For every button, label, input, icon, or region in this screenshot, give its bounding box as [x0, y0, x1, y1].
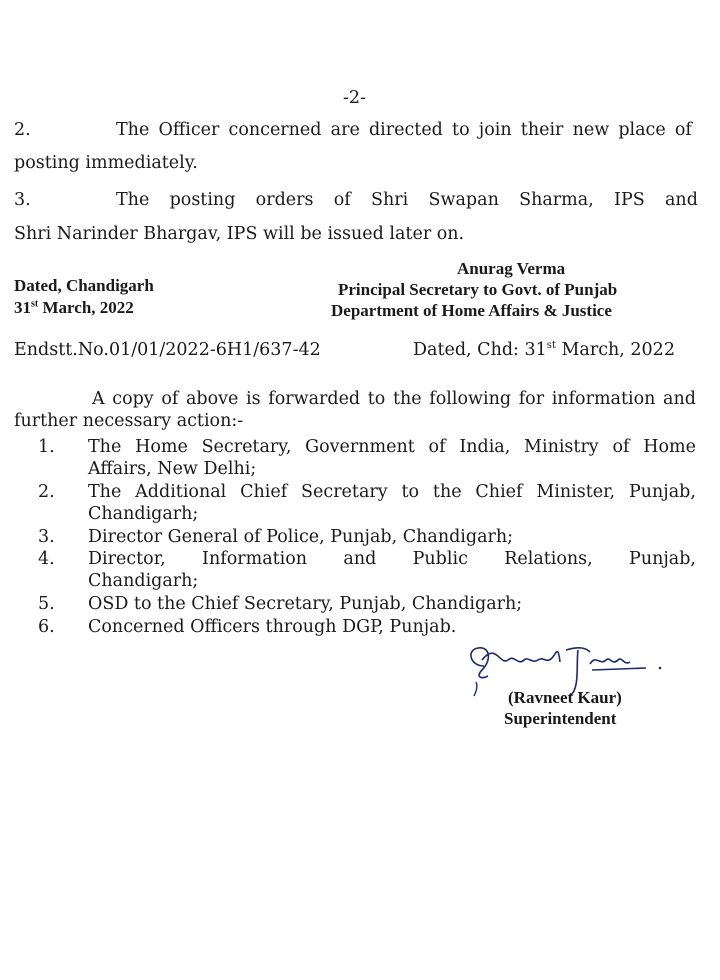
signature-designation: Superintendent [504, 709, 617, 728]
list-item-3-line1: Director General of Police, Punjab, Chandigarh; [88, 527, 514, 547]
list-item-number: 6. [38, 617, 55, 637]
list-item-number: 1. [38, 437, 55, 457]
signatory-department: Department of Home Affairs & Justice [331, 301, 612, 320]
page-number: -2- [343, 88, 366, 108]
word: Home [135, 437, 188, 457]
list-item-2-line2: Chandigarh; [88, 504, 199, 524]
word: The [88, 437, 122, 457]
signatory-designation: Principal Secretary to Govt. of Punjab [338, 280, 618, 299]
word: Chief [475, 482, 523, 502]
word: Government [305, 437, 415, 457]
paragraph-2-number: 2. [14, 120, 31, 140]
word: information [551, 389, 656, 409]
word: above [185, 389, 239, 409]
paragraph-3-line2: Shri Narinder Bhargav, IPS will be issued later on. [14, 224, 465, 244]
word: Officer [158, 120, 220, 140]
endorsement-date: Dated, Chd: 31st March, 2022 [413, 340, 675, 360]
list-item-number: 2. [38, 482, 55, 502]
word: copy [112, 389, 154, 409]
word: Public [412, 549, 468, 569]
list-item-4-line2: Chandigarh; [88, 571, 199, 591]
word: The [88, 482, 122, 502]
word: of [333, 190, 351, 210]
copy-intro-line2: further necessary action:- [14, 411, 244, 431]
word: of [612, 437, 630, 457]
list-item-2-line1 [88, 482, 696, 502]
word: Shri [371, 190, 409, 210]
word: forwarded [268, 389, 361, 409]
word: posting [169, 190, 236, 210]
word: Director, [88, 549, 166, 569]
paragraph-3-number: 3. [14, 190, 31, 210]
word: join [478, 120, 512, 140]
word: place [618, 120, 666, 140]
list-item-4-line1 [88, 549, 696, 569]
word: to [452, 120, 470, 140]
word: are [330, 120, 360, 140]
word: their [520, 120, 564, 140]
word: the [392, 389, 422, 409]
list-item-6-line1: Concerned Officers through DGP, Punjab. [88, 617, 457, 637]
word: to [367, 389, 386, 409]
word: of [674, 120, 692, 140]
word: directed [368, 120, 443, 140]
word: the [432, 482, 462, 502]
word: Relations, [504, 549, 593, 569]
word: of [428, 437, 446, 457]
signatory-name: Anurag Verma [457, 259, 566, 278]
word: A [92, 389, 105, 409]
word: Secretary [301, 482, 388, 502]
word: Secretary, [201, 437, 292, 457]
word: of [161, 389, 179, 409]
word: Ministry [524, 437, 599, 457]
paragraph-3-line1 [116, 190, 698, 210]
paragraph-2-line2: posting immediately. [14, 153, 198, 173]
word: Information [202, 549, 308, 569]
word: India, [459, 437, 511, 457]
word: Home [643, 437, 696, 457]
word: is [246, 389, 261, 409]
endorsement-number: Endstt.No.01/01/2022-6H1/637-42 [14, 340, 321, 360]
word: for [518, 389, 545, 409]
word: Punjab, [628, 482, 696, 502]
list-item-1-line2: Affairs, New Delhi; [88, 459, 257, 479]
dated-label: Dated, Chandigarh [14, 276, 154, 295]
word: Minister, [536, 482, 616, 502]
signature-name: (Ravneet Kaur) [508, 688, 622, 707]
word: The [116, 120, 150, 140]
word: Additional [135, 482, 227, 502]
word: following [429, 389, 512, 409]
word: orders [255, 190, 314, 210]
word: The [116, 190, 150, 210]
word: to [401, 482, 420, 502]
word: IPS [614, 190, 645, 210]
list-item-number: 3. [38, 527, 55, 547]
word: and [343, 549, 377, 569]
list-item-1-line1 [88, 437, 696, 457]
word: and [664, 190, 698, 210]
word: Sharma, [519, 190, 594, 210]
copy-intro-line1 [92, 389, 696, 409]
paragraph-2-line1 [116, 120, 692, 140]
word: concerned [228, 120, 322, 140]
list-item-5-line1: OSD to the Chief Secretary, Punjab, Chandigarh; [88, 594, 523, 614]
word: Swapan [428, 190, 499, 210]
list-item-number: 4. [38, 549, 55, 569]
word: Chief [240, 482, 288, 502]
word: and [663, 389, 696, 409]
word: Punjab, [629, 549, 696, 569]
word: new [572, 120, 610, 140]
order-date: 31st March, 2022 [14, 298, 134, 317]
list-item-number: 5. [38, 594, 55, 614]
